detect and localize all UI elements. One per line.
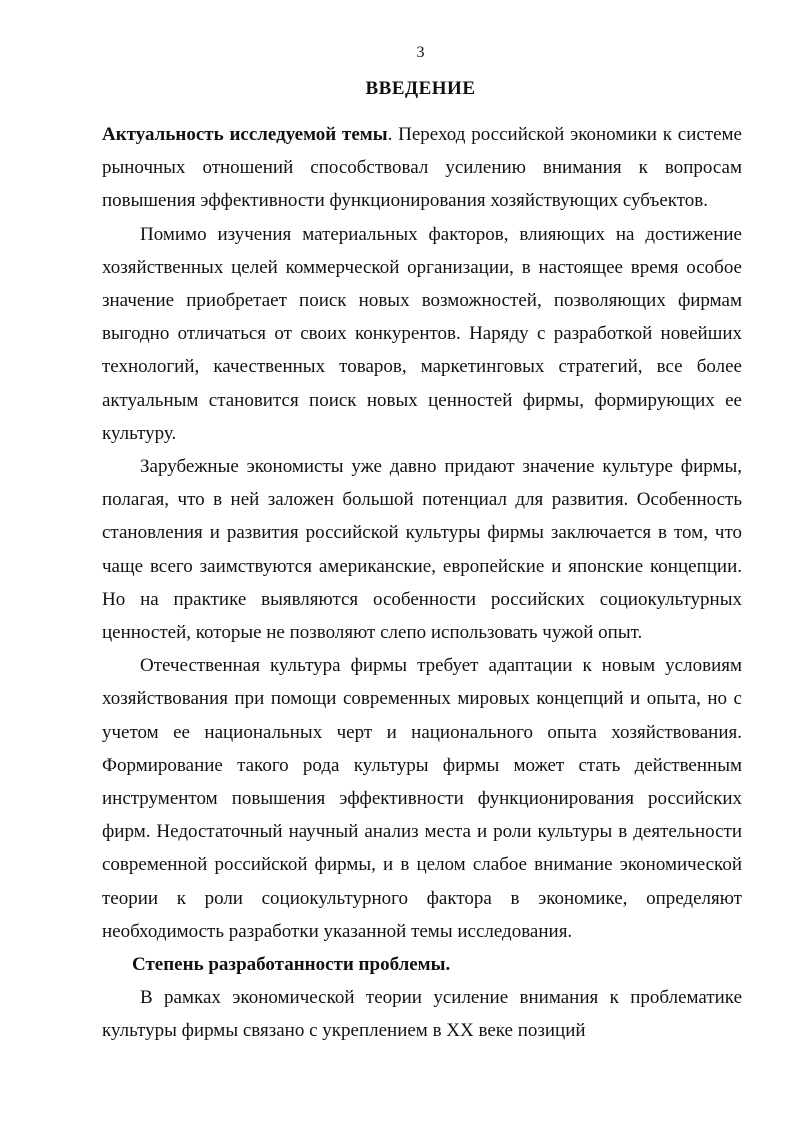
page-heading: ВВЕДЕНИЕ — [365, 78, 476, 99]
paragraph-foreign-economists: Зарубежные экономисты уже давно придают значение культуре фирмы, полагая, что в ней заложен большой потенциал для развития. Особенность становления и развития российской культуры фирмы заключается в том, что чаще всего заимствуются американские, европейские и японские концепции. Но на практике выявляются особенности российских социокультурных ценностей, которые не позволяют слепо использовать чужой опыт. — [102, 456, 742, 644]
paragraph-material-factors: Помимо изучения материальных факторов, влияющих на достижение хозяйственных целей коммерческой организации, в настоящее время особое значение приобретает поиск новых возможностей, позволяющих фирмам выгодно отличаться от своих конкурентов. Наряду с разработкой новейших технологий, качественных товаров, маркетинговых стратегий, все более актуальным становится поиск новых ценностей фирмы, формирующих ее культуру. — [102, 223, 742, 444]
relevance-text: . Переход российской экономики к системе рыночных отношений способствовал усилению внимания к вопросам повышения эффективности функционирования хозяйствующих субъектов. — [102, 124, 742, 212]
subheading-problem-development: Степень разработанности проблемы. — [132, 954, 451, 976]
paragraph-domestic-culture: Отечественная культура фирмы требует адаптации к новым условиям хозяйствования при помощи современных мировых концепций и опыта, но с учетом ее национальных черт и национального опыта хозяйствования. Формирование такого рода культуры фирмы может стать действенным инструментом повышения эффективности функционирования российских фирм. Недостаточный научный анализ места и роли культуры в деятельности современной российской фирмы, и в целом слабое внимание экономической теории к роли социокультурного фактора в экономике, определяют необходимость разработки указанной темы исследования. — [102, 655, 742, 942]
paragraph-economic-theory: В рамках экономической теории усиление внимания к проблематике культуры фирмы связано с укреплением в XX веке позиций — [102, 987, 742, 1042]
paragraph-relevance — [102, 118, 742, 218]
relevance-label: Актуальность исследуемой темы — [102, 124, 388, 145]
page-number: 3 — [416, 44, 425, 61]
document-body — [102, 118, 742, 1048]
